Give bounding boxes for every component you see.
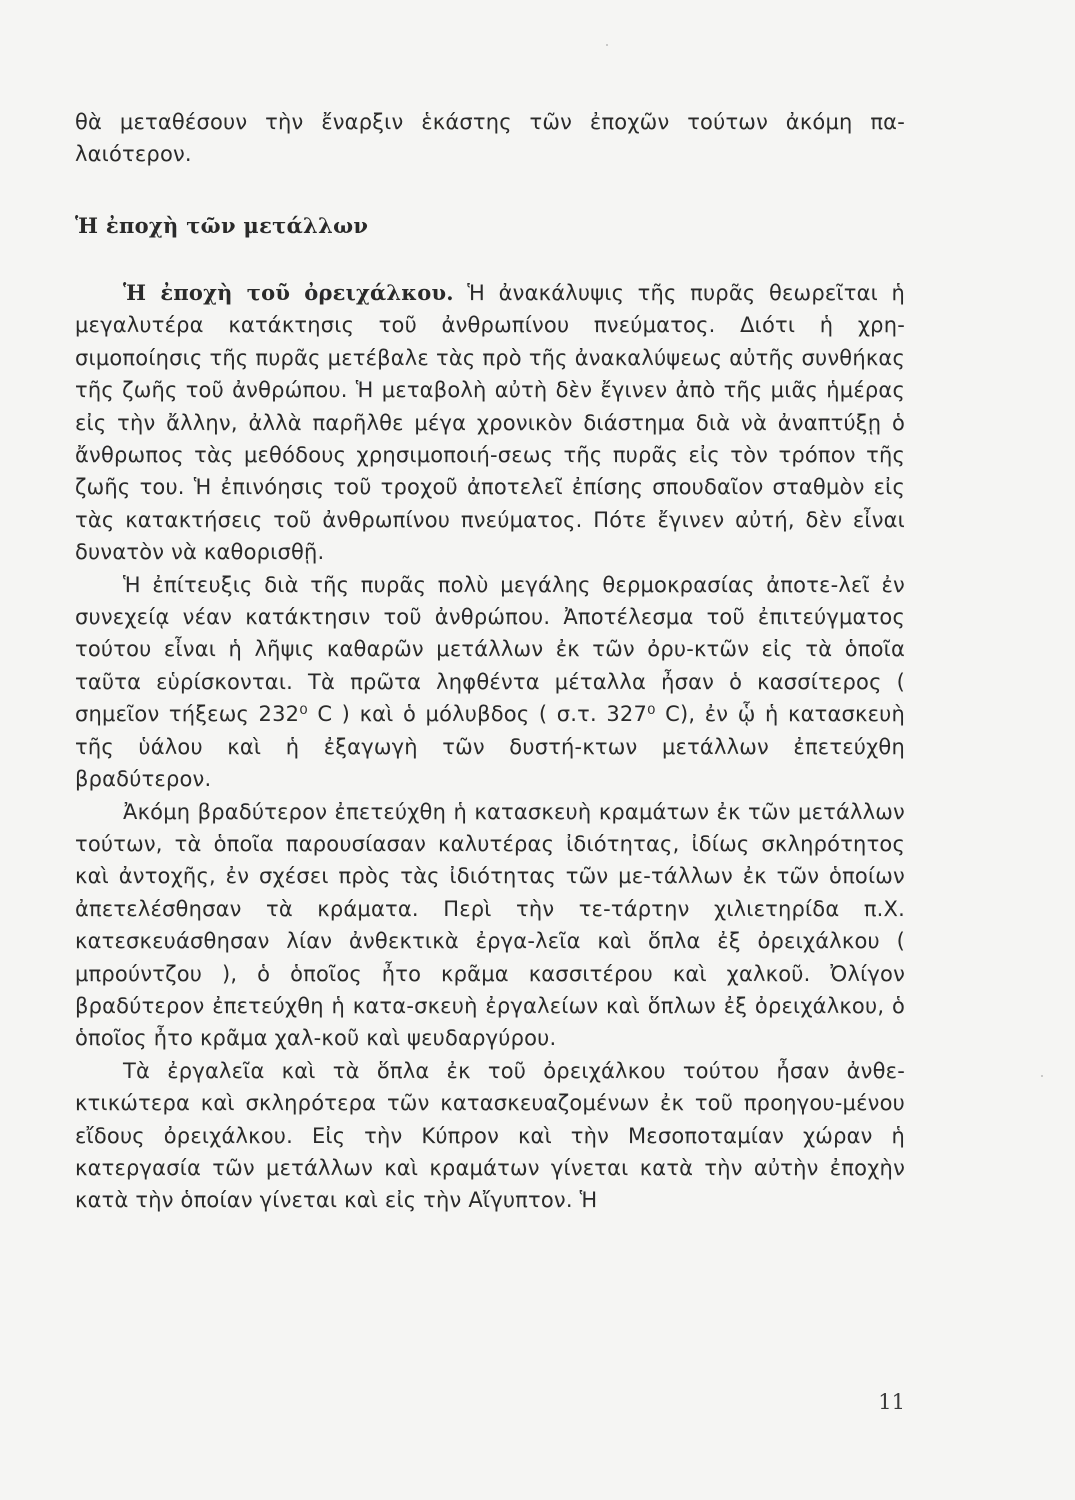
paragraph-1 bbox=[75, 277, 905, 569]
subsection-heading: Ἡ ἐποχὴ τοῦ ὀρειχάλκου. bbox=[123, 280, 454, 305]
paragraph-1-text: Ἡ ἀνακάλυψις τῆς πυρᾶς θεωρεῖται ἡ μεγαλυτέρα κατάκτησις τοῦ ἀνθρωπίνου πνεύματος. Διότι ἡ χρη-σιμοποίησις τῆς πυρᾶς μετέβαλε τὰς πρὸ τῆς ἀνακαλύψεως αὐτῆς συνθήκας τῆς ζωῆς τοῦ ἀνθρώπου. Ἡ μεταβολὴ αὐτὴ δὲν ἔγινεν ἀπὸ τῆς μιᾶς ἡμέρας εἰς τὴν ἄλλην, ἀλλὰ παρῆλθε μέγα χρονικὸν διάστημα διὰ νὰ ἀναπτύξῃ ὁ ἄνθρωπος τὰς μεθόδους χρησιμοποιή-σεως τῆς πυρᾶς εἰς τὸν τρόπον τῆς ζωῆς του. Ἡ ἐπινόησις τοῦ τροχοῦ ἀποτελεῖ ἐπίσης σπουδαῖον σταθμὸν εἰς τὰς κατακτήσεις τοῦ ἀνθρωπίνου πνεύματος. Πότε ἔγινεν αὐτή, δὲν εἶναι δυνατὸν νὰ καθορισθῇ. bbox=[75, 281, 905, 565]
section-title: Ἡ ἐποχὴ τῶν μετάλλων bbox=[75, 213, 369, 238]
paragraph-4: Τὰ ἐργαλεῖα καὶ τὰ ὅπλα ἐκ τοῦ ὀρειχάλκου τούτου ἦσαν ἀνθε-κτικώτερα καὶ σκληρότερα τῶν κατασκευαζομένων ἐκ τοῦ προηγου-μένου εἴδους ὀρειχάλκου. Εἰς τὴν Κύπρον καὶ τὴν Μεσοποταμίαν χώραν ἡ κατεργασία τῶν μετάλλων καὶ κραμάτων γίνεται κατὰ τὴν αὐτὴν ἐποχὴν κατὰ τὴν ὁποίαν γίνεται καὶ εἰς τὴν Αἴγυπτον. Ἡ bbox=[75, 1058, 905, 1213]
intro-paragraph: θὰ μεταθέσουν τὴν ἔναρξιν ἑκάστης τῶν ἐποχῶν τούτων ἀκόμη πα-λαιότερον. bbox=[75, 110, 905, 167]
paragraph-2: Ἡ ἐπίτευξις διὰ τῆς πυρᾶς πολὺ μεγάλης θερμοκρασίας ἀποτε-λεῖ ἐν συνεχείᾳ νέαν κατάκτησιν τοῦ ἀνθρώπου. Ἀποτέλεσμα τοῦ ἐπιτεύγματος τούτου εἶναι ἡ λῆψις καθαρῶν μετάλλων ἐκ τῶν ὀρυ-κτῶν εἰς τὰ ὁποῖα ταῦτα εὑρίσκονται. Τὰ πρῶτα ληφθέντα μέταλλα ἦσαν ὁ κασσίτερος ( σημεῖον τήξεως 232⁰ C ) καὶ ὁ μόλυβδος ( σ.τ. 327⁰ C), ἐν ᾧ ἡ κατασκευὴ τῆς ὑάλου καὶ ἡ ἐξαγωγὴ τῶν δυστή-κτων μετάλλων ἐπετεύχθη βραδύτερον. bbox=[75, 572, 905, 792]
body-text bbox=[75, 277, 905, 1217]
page-number: 11 bbox=[878, 1390, 905, 1414]
scan-speck bbox=[606, 44, 608, 46]
paragraph-3: Ἀκόμη βραδύτερον ἐπετεύχθη ἡ κατασκευὴ κραμάτων ἐκ τῶν μετάλλων τούτων, τὰ ὁποῖα παρουσίασαν καλυτέρας ἰδιότητας, ἰδίως σκληρότητος καὶ ἀντοχῆς, ἐν σχέσει πρὸς τὰς ἰδιότητας τῶν με-τάλλων ἐκ τῶν ὁποίων ἀπετελέσθησαν τὰ κράματα. Περὶ τὴν τε-τάρτην χιλιετηρίδα π.Χ. κατεσκευάσθησαν λίαν ἀνθεκτικὰ ἐργα-λεῖα καὶ ὅπλα ἐξ ὀρειχάλκου ( μπρούντζου ), ὁ ὁποῖος ἦτο κρᾶμα κασσιτέρου καὶ χαλκοῦ. Ὀλίγον βραδύτερον ἐπετεύχθη ἡ κατα-σκευὴ ἐργαλείων καὶ ὅπλων ἐξ ὀρειχάλκου, ὁ ὁποῖος ἦτο κρᾶμα χαλ-κοῦ καὶ ψευδαργύρου. bbox=[75, 799, 905, 1051]
scan-speck bbox=[1041, 1075, 1043, 1077]
